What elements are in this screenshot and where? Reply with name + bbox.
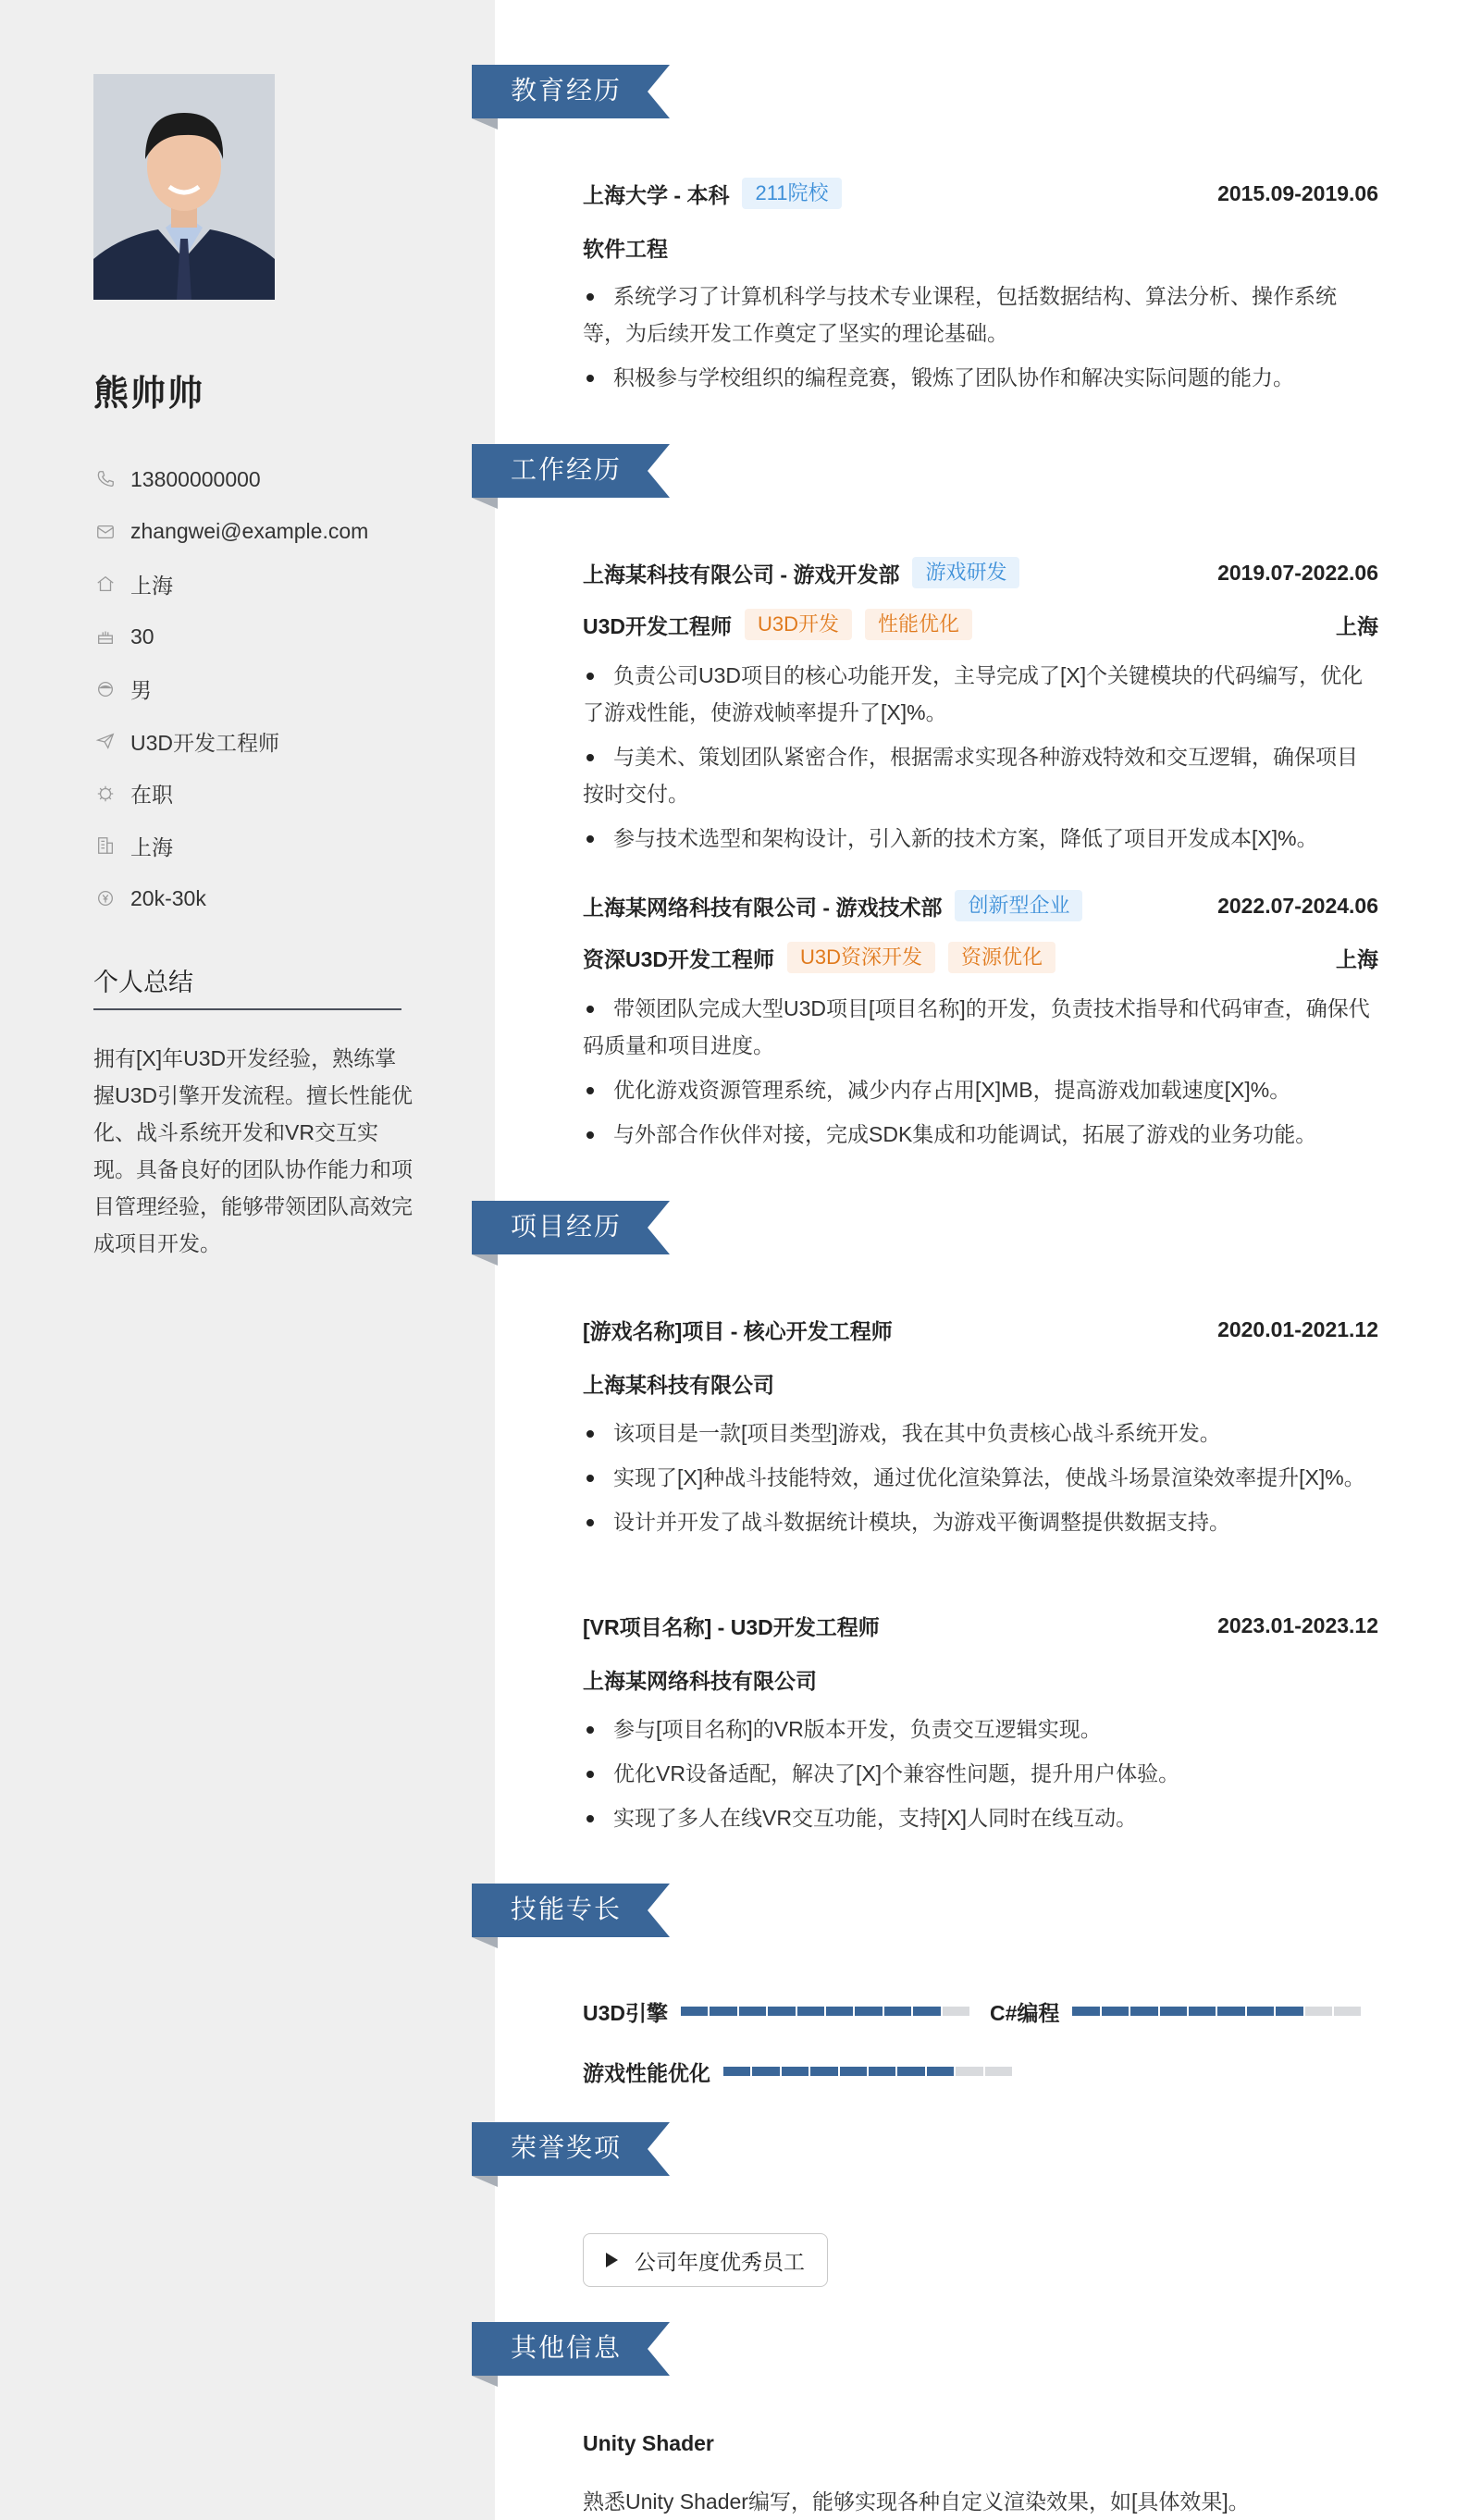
education-major: 软件工程: [583, 237, 668, 261]
work-1-city: 上海: [1336, 613, 1378, 638]
section-title-skills: 技能专长: [511, 1895, 623, 1923]
work-2-tag: 创新型企业: [955, 890, 1082, 921]
project-2-date: 2023.01-2023.12: [1217, 1612, 1378, 1637]
info-phone: [93, 453, 445, 506]
cake-icon: [93, 624, 117, 649]
skill-bar-segment: [710, 2007, 736, 2016]
info-salary-value: 20k-30k: [130, 885, 206, 910]
list-item: 参与技术选型和架构设计，引入新的技术方案，降低了项目开发成本[X]%。: [583, 820, 1376, 857]
skill-bar-segment: [739, 2007, 766, 2016]
skill-bar-segment: [782, 2067, 809, 2076]
section-title-education: 教育经历: [511, 76, 623, 105]
list-item: 与外部合作伙伴对接，完成SDK集成和功能调试，拓展了游戏的业务功能。: [583, 1116, 1376, 1153]
education-bullets: [583, 278, 1376, 403]
info-email: [93, 506, 445, 559]
section-header-skills: [472, 1884, 675, 1937]
list-item: 实现了多人在线VR交互功能，支持[X]人同时在线互动。: [583, 1799, 1376, 1836]
home-icon: [93, 572, 117, 596]
info-work-city-value: 上海: [130, 834, 173, 859]
skill-bar-segment: [913, 2007, 940, 2016]
award-item[interactable]: [583, 2233, 828, 2287]
skill-bar-segment: [956, 2067, 982, 2076]
skill-item: [990, 1993, 1361, 2030]
award-label: 公司年度优秀员工: [635, 2249, 805, 2274]
skill-bar-segment: [1102, 2007, 1129, 2016]
contact-info-list: [93, 453, 445, 924]
info-location: [93, 558, 445, 611]
education-header-row: [583, 175, 1378, 212]
work-2-date: 2022.07-2024.06: [1217, 893, 1378, 918]
list-item: 参与[项目名称]的VR版本开发，负责交互逻辑实现。: [583, 1711, 1376, 1748]
project-1-header-row: [583, 1311, 1378, 1348]
skill-name: C#编程: [990, 2000, 1060, 2025]
candidate-name: 熊帅帅: [93, 375, 205, 414]
project-2-company: 上海某网络科技有限公司: [583, 1669, 817, 1693]
education-tag: 211院校: [742, 178, 841, 209]
section-title-other: 其他信息: [511, 2333, 623, 2362]
skill-bar-segment: [810, 2067, 837, 2076]
skill-bar-segment: [752, 2067, 779, 2076]
work-1-role-tag-1: U3D开发: [745, 609, 852, 640]
phone-icon: [93, 467, 117, 491]
list-item: 优化游戏资源管理系统，减少内存占用[X]MB，提高游戏加载速度[X]%。: [583, 1071, 1376, 1108]
skill-bar-segment: [897, 2067, 924, 2076]
work-2-role-tag-2: 资源优化: [948, 942, 1055, 973]
face-icon: [93, 677, 117, 701]
list-item: 实现了[X]种战斗技能特效，通过优化渲染算法，使战斗场景渲染效率提升[X]%。: [583, 1459, 1376, 1496]
work-1-date: 2019.07-2022.06: [1217, 560, 1378, 585]
info-gender-value: 男: [130, 678, 152, 703]
skill-bar-segment: [1189, 2007, 1216, 2016]
skill-level-bar: [723, 2067, 1012, 2076]
mail-icon: [93, 520, 117, 544]
skill-name: 游戏性能优化: [583, 2060, 710, 2085]
work-1-tag: 游戏研发: [912, 557, 1019, 588]
info-position: [93, 715, 445, 768]
work-1-header-row: [583, 554, 1378, 591]
skill-bar-segment: [1160, 2007, 1187, 2016]
list-item: 优化VR设备适配，解决了[X]个兼容性问题，提升用户体验。: [583, 1755, 1376, 1792]
list-item: 负责公司U3D项目的核心功能开发，主导完成了[X]个关键模块的代码编写，优化了游戏性能，使游戏帧率提升了[X]%。: [583, 657, 1376, 731]
work-2-city: 上海: [1336, 946, 1378, 971]
skill-item: [583, 2053, 1012, 2090]
list-item: 与美术、策划团队紧密合作，根据需求实现各种游戏特效和交互逻辑，确保项目按时交付。: [583, 738, 1376, 812]
work-1-bullets: [583, 657, 1376, 864]
skill-bar-segment: [1305, 2007, 1332, 2016]
skill-bar-segment: [1072, 2007, 1099, 2016]
info-salary: [93, 872, 445, 925]
work-2-bullets: [583, 990, 1376, 1160]
list-item: 该项目是一款[项目类型]游戏，我在其中负责核心战斗系统开发。: [583, 1414, 1376, 1451]
info-phone-value: 13800000000: [130, 466, 261, 491]
section-header-education: [472, 65, 675, 118]
list-item: 积极参与学校组织的编程竞赛，锻炼了团队协作和解决实际问题的能力。: [583, 359, 1376, 396]
info-position-value: U3D开发工程师: [130, 730, 280, 755]
work-1-role-tag-2: 性能优化: [865, 609, 972, 640]
work-1-role-row: [583, 606, 1378, 643]
skill-bar-segment: [797, 2007, 824, 2016]
skill-bar-segment: [943, 2007, 969, 2016]
skill-bar-segment: [1247, 2007, 1274, 2016]
skill-bar-segment: [840, 2067, 867, 2076]
skill-bar-segment: [927, 2067, 954, 2076]
project-2-bullets: [583, 1711, 1376, 1844]
skill-bar-segment: [1334, 2007, 1361, 2016]
money-icon: [93, 886, 117, 910]
work-1-company: 上海某科技有限公司 - 游戏开发部: [583, 562, 900, 587]
skill-bar-segment: [768, 2007, 795, 2016]
skill-bar-segment: [855, 2007, 882, 2016]
project-1-company: 上海某科技有限公司: [583, 1373, 774, 1397]
send-icon: [93, 729, 117, 753]
info-status-value: 在职: [130, 783, 173, 808]
info-status: [93, 768, 445, 821]
status-icon: [93, 782, 117, 806]
list-item: 系统学习了计算机科学与技术专业课程，包括数据结构、算法分析、操作系统等，为后续开发工作奠定了坚实的理论基础。: [583, 278, 1376, 352]
project-1-bullets: [583, 1414, 1376, 1548]
other-info-title: Unity Shader: [583, 2431, 714, 2455]
list-item: 带领团队完成大型U3D项目[项目名称]的开发，负责技术指导和代码审查，确保代码质量和项目进度。: [583, 990, 1376, 1064]
summary-title: 个人总结: [93, 969, 193, 996]
project-1-date: 2020.01-2021.12: [1217, 1316, 1378, 1341]
summary-divider: [93, 1008, 401, 1010]
skill-bar-segment: [869, 2067, 895, 2076]
avatar: [93, 74, 275, 300]
skill-bar-segment: [681, 2007, 708, 2016]
education-school: 上海大学 - 本科: [583, 182, 730, 207]
section-header-projects: [472, 1201, 675, 1254]
project-2-title: [VR项目名称] - U3D开发工程师: [583, 1614, 880, 1639]
sidebar: [0, 0, 495, 2520]
section-title-awards: 荣誉奖项: [511, 2133, 623, 2162]
skill-bar-segment: [884, 2007, 911, 2016]
work-1-role: U3D开发工程师: [583, 613, 733, 638]
skill-bar-segment: [985, 2067, 1012, 2076]
skill-bar-segment: [1276, 2007, 1302, 2016]
work-2-role-tag-1: U3D资深开发: [787, 942, 935, 973]
section-title-work: 工作经历: [511, 455, 623, 484]
work-2-company: 上海某网络科技有限公司 - 游戏技术部: [583, 895, 943, 920]
info-age-value: 30: [130, 624, 154, 649]
other-info-text: 熟悉Unity Shader编写，能够实现各种自定义渲染效果，如[具体效果]。: [583, 2489, 1250, 2514]
work-2-header-row: [583, 887, 1378, 924]
project-1-title: [游戏名称]项目 - 核心开发工程师: [583, 1318, 893, 1343]
building-icon: [93, 834, 117, 858]
skill-bar-segment: [1217, 2007, 1244, 2016]
info-work-city: [93, 820, 445, 872]
list-item: 设计并开发了战斗数据统计模块，为游戏平衡调整提供数据支持。: [583, 1503, 1376, 1540]
info-age: [93, 611, 445, 663]
skill-level-bar: [681, 2007, 969, 2016]
section-header-work: [472, 444, 675, 498]
section-header-other: [472, 2322, 675, 2376]
skill-bar-segment: [1130, 2007, 1157, 2016]
skill-bar-segment: [826, 2007, 853, 2016]
info-email-value: zhangwei@example.com: [130, 519, 369, 544]
skill-level-bar: [1072, 2007, 1361, 2016]
project-2-header-row: [583, 1607, 1378, 1644]
info-location-value: 上海: [130, 573, 173, 598]
info-gender: [93, 662, 445, 715]
education-date: 2015.09-2019.06: [1217, 180, 1378, 205]
section-header-awards: [472, 2122, 675, 2176]
work-2-role: 资深U3D开发工程师: [583, 946, 775, 971]
summary-text: 拥有[X]年U3D开发经验，熟练掌握U3D引擎开发流程。擅长性能优化、战斗系统开发和VR交互实现。具备良好的团队协作能力和项目管理经验，能够带领团队高效完成项目开发。: [93, 1046, 414, 1255]
section-title-projects: 项目经历: [511, 1212, 623, 1241]
play-icon: [606, 2253, 618, 2267]
work-2-role-row: [583, 939, 1378, 976]
skill-name: U3D引擎: [583, 2000, 669, 2025]
skill-bar-segment: [723, 2067, 750, 2076]
skill-item: [583, 1993, 969, 2030]
